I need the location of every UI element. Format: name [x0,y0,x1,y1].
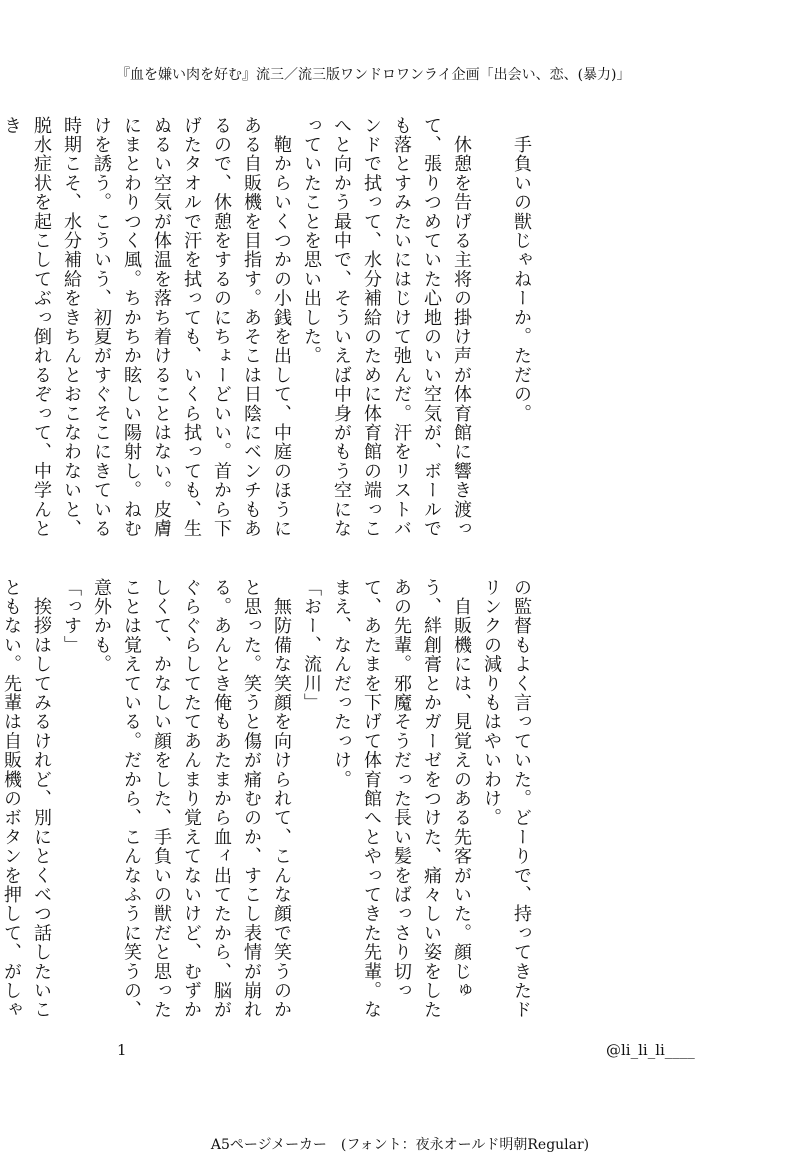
lower-text-block [1,578,536,1028]
blank-line [476,116,506,548]
text-line: 手負いの獣じゃねーか。ただの。 [511,116,532,424]
text-paragraph: 休憩を告げる主将の掛け声が体育館に響き渡って、張りつめていた心地のいい空気が、ボールでも落とすみたいにはじけて弛んだ。汗をリストバンドで拭って、水分補給のために体育館の端っこへと向かう最中で、そういえば中身がもう空になっていたことを思い出した。 [301,116,472,539]
footer-credit: A5ページメーカー (フォント：夜永オールド明朝Regular) [210,1137,590,1153]
author-handle: @li_li_li____ [606,1041,695,1059]
upper-text-block [1,116,536,548]
dialogue-line: 「っす」 [61,578,82,655]
dialogue-line: 「おー、流川」 [301,578,322,713]
document-header: 『血を嫌い肉を好む』流三／流三版ワンドロワンライ企画「出会い、恋、(暴力)」 [116,67,631,83]
text-paragraph: 鞄からいくつかの小銭を出して、中庭のほうにある自販機を目指す。あそこは日陰にベンチもあるので、休憩をするのにちょーどいい。首から下げたタオルで汗を拭っても、いくら拭っても、生ぬるい空気が体温を落ち着けることはない。皮膚にまとわりつく風。ちかちか眩しい陽射し。ねむけを誘う。こういう、初夏がすぐそこにきている時期こそ、水分補給をきちんとおこなわないと、脱水症状を起こしてぶっ倒れるぞって、中学んとき [1,116,292,539]
text-paragraph: 無防備な笑顔を向けられて、こんな顔で笑うのかと思った。笑うと傷が痛むのか、すこし表情が崩れる。あんとき俺もあたまから血ィ出てたから、脳がぐらぐらしてたてあんまり覚えてないけど、むずかしくて、かなしい顔をした、手負いの獣だと思ったことは覚えている。だから、こんなふうに笑うの、意外かも。 [91,578,292,1020]
text-paragraph: 挨拶はしてみるけれど、別にとくべつ話したいこともない。先輩は自販機のボタンを押して、がしゃ [1,578,52,1020]
page-number: 1 [117,1041,127,1059]
text-paragraph: の監督もよく言っていた。どーりで、持ってきたドリンクの減りもはやいわけ。 [481,578,532,1020]
text-paragraph: 自販機には、見覚えのある先客がいた。顔じゅう、絆創膏とかガーゼをつけた、痛々しい姿をしたあの先輩。邪魔そうだった長い髪をばっさり切って、あたまを下げて体育館へとやってきた先輩。なまえ、なんだったっけ。 [331,578,472,1020]
